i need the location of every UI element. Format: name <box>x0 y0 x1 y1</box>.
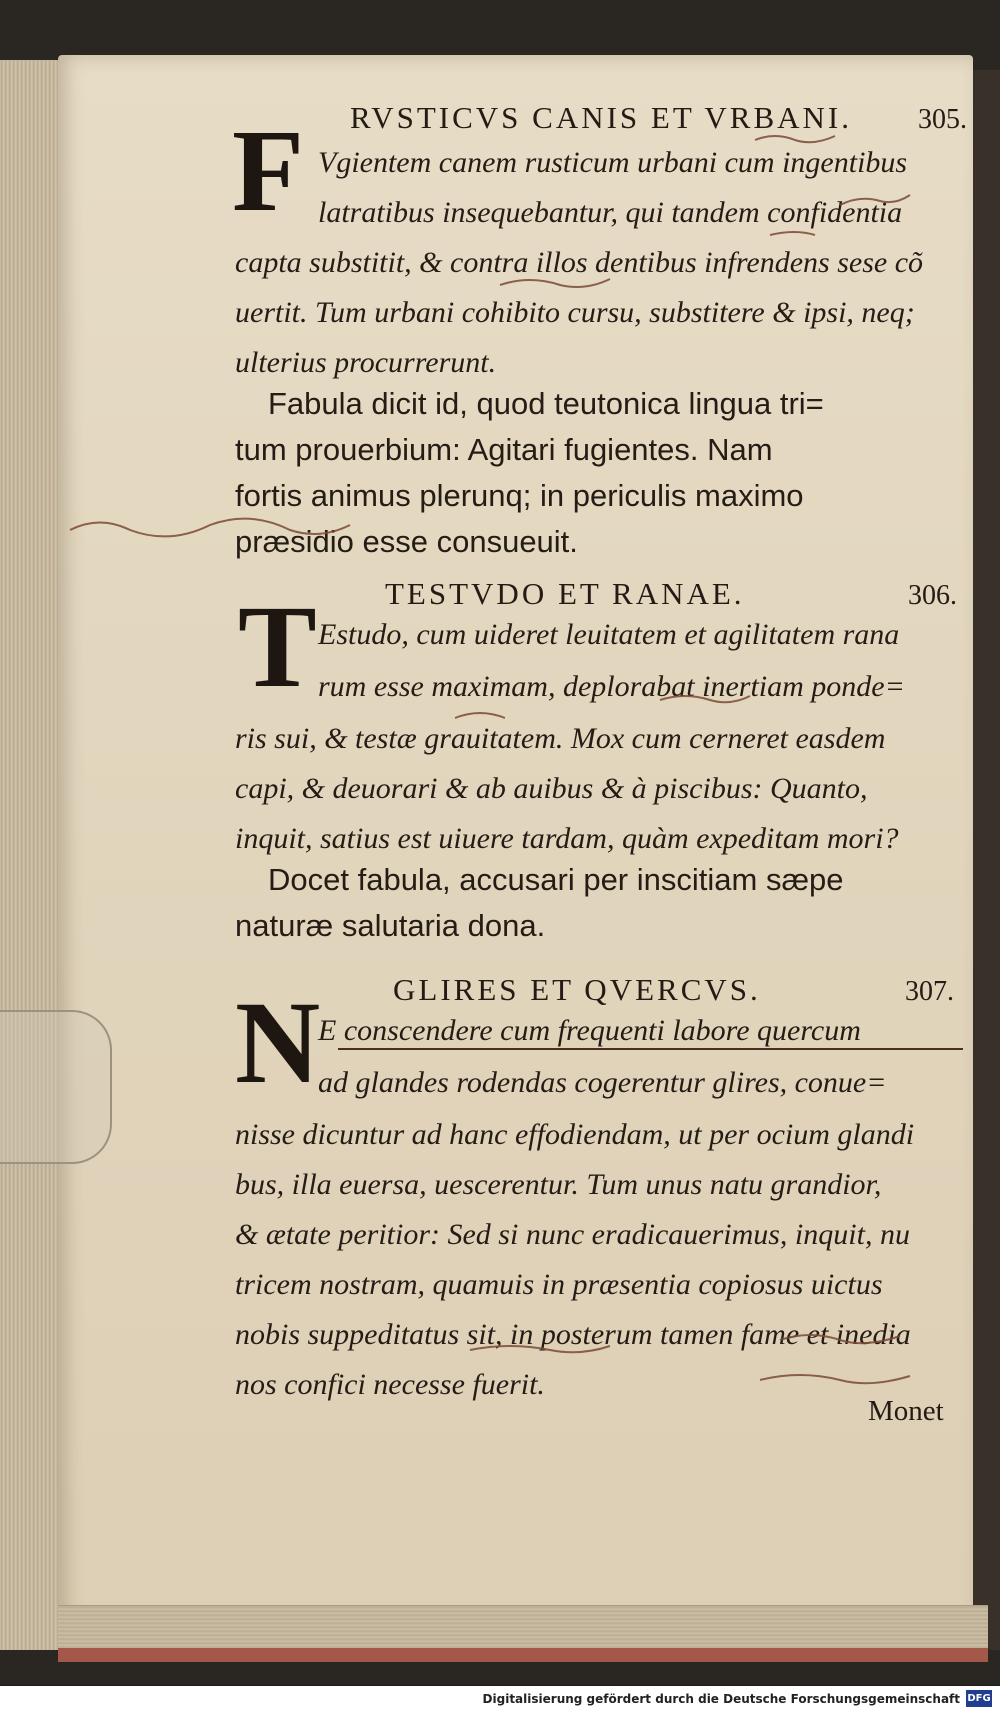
moral-line: fortis animus plerunq; in periculis maximo <box>235 478 804 513</box>
moral-line: naturæ salutaria dona. <box>235 908 546 943</box>
text-line: tricem nostram, quamuis in præsentia copiosus uictus <box>235 1268 883 1301</box>
fable-title: TESTVDO ET RANAE. <box>385 576 745 611</box>
fable-number: 306. <box>908 580 957 611</box>
drop-cap: T <box>238 581 317 712</box>
text-line: & ætate peritior: Sed si nunc eradicauerimus, inquit, nu <box>235 1218 910 1251</box>
text-line: ad glandes rodendas cogerentur glires, conue= <box>318 1066 887 1099</box>
fable-number: 305. <box>918 104 967 135</box>
text-line: rum esse maximam, deplorabat inertiam ponde= <box>318 670 905 703</box>
text-line: capta substitit, & contra illos dentibus infrendens sese cõ <box>235 246 924 279</box>
text-line: E conscendere cum frequenti labore quercum <box>318 1014 861 1047</box>
footer-credit: Digitalisierung gefördert durch die Deutsche Forschungsgemeinschaft <box>482 1692 960 1706</box>
drop-cap: N <box>235 977 321 1108</box>
moral-line: Fabula dicit id, quod teutonica lingua tri= <box>268 386 824 421</box>
text-line: latratibus insequebantur, qui tandem confidentia <box>318 196 903 229</box>
text-line: nobis suppeditatus sit, in posterum tamen fame et inedia <box>235 1318 911 1351</box>
fable-number: 307. <box>905 976 954 1007</box>
text-line: ris sui, & testæ grauitatem. Mox cum cerneret easdem <box>235 722 886 755</box>
text-line: Estudo, cum uideret leuitatem et agilitatem rana <box>318 618 900 651</box>
text-line: bus, illa euersa, uescerentur. Tum unus natu grandior, <box>235 1168 882 1201</box>
fable-title: RVSTICVS CANIS ET VRBANI. <box>350 100 852 135</box>
text-line: nos confici necesse fuerit. <box>235 1368 545 1401</box>
text-line: inquit, satius est uiuere tardam, quàm expeditam mori? <box>235 822 899 855</box>
text-line: uertit. Tum urbani cohibito cursu, substitere & ipsi, neq; <box>235 296 915 329</box>
drop-cap: F <box>232 105 305 236</box>
text-line: nisse dicuntur ad hanc effodiendam, ut per ocium glandi <box>235 1118 915 1151</box>
moral-line: tum prouerbium: Agitari fugientes. Nam <box>235 432 773 467</box>
moral-line: Docet fabula, accusari per inscitiam sæpe <box>268 862 844 897</box>
fable-title: GLIRES ET QVERCVS. <box>393 972 761 1007</box>
catchword: Monet <box>868 1395 944 1427</box>
text-line: ulterius procurrerunt. <box>235 346 497 379</box>
text-line: Vgientem canem rusticum urbani cum ingentibus <box>318 146 908 179</box>
text-line: capi, & deuorari & ab auibus & à piscibus: Quanto, <box>235 772 868 805</box>
moral-line: præsidio esse consueuit. <box>235 524 578 559</box>
dfg-logo: DFG <box>966 1690 992 1707</box>
